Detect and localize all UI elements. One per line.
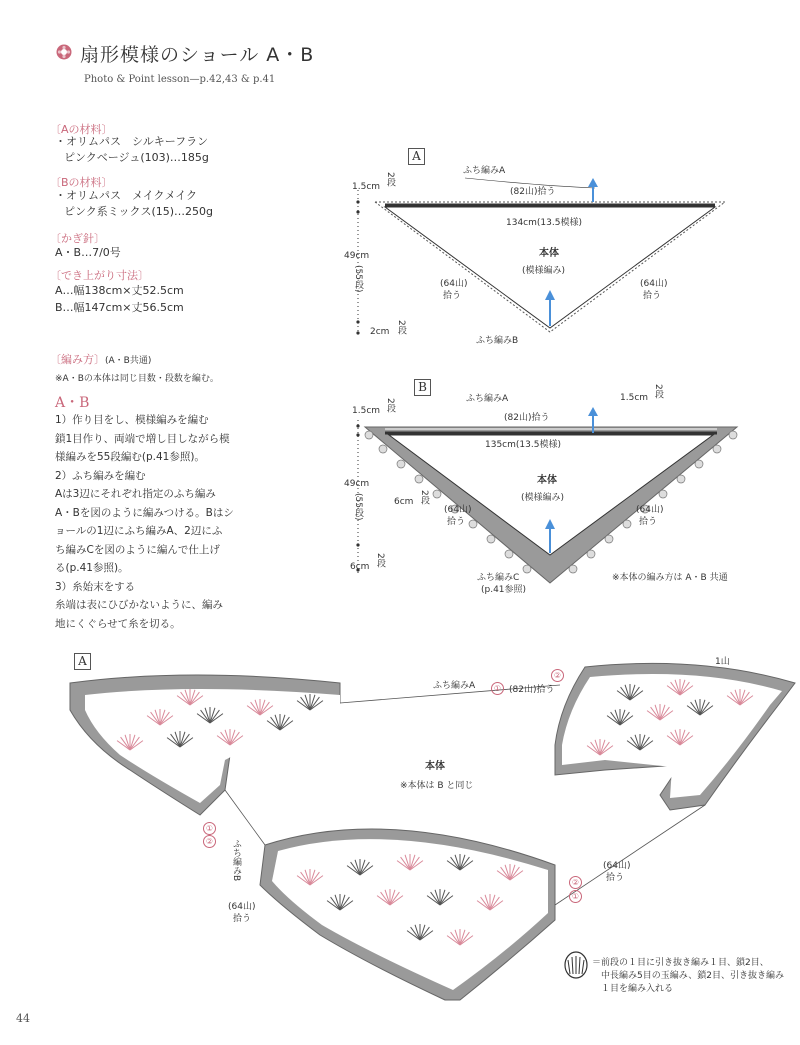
legend-line: ＝前段の１目に引き抜き編み１目、鎖2目、 — [592, 958, 769, 968]
chart-a-label: A — [74, 653, 91, 670]
b-side-rows: 6cm — [394, 497, 414, 507]
a-right-pick2: 拾う — [643, 291, 662, 301]
flower-icon — [56, 44, 72, 60]
b-right-rows: 1.5cm — [620, 393, 649, 403]
size-a: A…幅138cm×丈52.5cm — [55, 284, 184, 297]
needle-heading: 〔かぎ針〕 — [50, 232, 105, 245]
chart-left-pick: (64山) — [228, 902, 256, 912]
chart-body-note: ※本体は B と同じ — [400, 781, 474, 791]
b-top-rows-n: 2段 — [385, 398, 395, 413]
b-materials-heading: 〔Bの材料〕 — [50, 176, 113, 189]
left-step-1-marker: ① — [203, 822, 216, 835]
instruction-line: ち編みCを図のように編んで仕上げ — [55, 543, 220, 556]
a-body-sub: (模様編み) — [522, 266, 566, 276]
instruction-line: 1）作り目をし、模様編みを編む — [55, 414, 209, 426]
a-top-rows-n: 2段 — [385, 172, 395, 187]
b-edge-c: ふち編みC — [477, 573, 520, 583]
b-body: 本体 — [537, 475, 557, 486]
b-materials-line: ピンク系ミックス(15)…250g — [64, 205, 214, 218]
b-materials-line: ・オリムパス メイクメイク — [55, 189, 198, 202]
a-height: 49cm — [344, 251, 370, 261]
instruction-line: ョールの1辺にふち編みA、2辺にふ — [55, 525, 223, 537]
instruction-line: 糸端は表にひびかないように、編み — [55, 599, 223, 611]
page-number: 44 — [16, 1012, 30, 1025]
b-right-pick: (64山) — [636, 505, 664, 515]
instruction-line: 2）ふち編みを編む — [55, 469, 146, 482]
chart-edge-a: ふち編みA — [433, 681, 476, 691]
chart-right-pick: (64山) — [603, 861, 631, 871]
b-top-rows: 1.5cm — [352, 406, 381, 416]
a-bottom-rows: 2cm — [370, 327, 390, 337]
page-subtitle: Photo & Point lesson—p.42,43 & p.41 — [84, 74, 276, 85]
page-title: 扇形模様のショール A・B — [80, 44, 315, 66]
chart-edge-b: ふち編みB — [231, 839, 241, 882]
chart-one-peak: 1山 — [715, 657, 730, 667]
step-1-marker: ① — [491, 682, 504, 695]
b-right-pick2: 拾う — [639, 517, 658, 527]
b-left-pick2: 拾う — [447, 517, 466, 527]
method-instructions — [55, 411, 234, 633]
chart-right-pick2: 拾う — [606, 873, 625, 883]
diagram-b-label: B — [414, 379, 431, 396]
a-materials-line: ・オリムパス シルキーフラン — [55, 135, 209, 148]
b-side-rows-n: 2段 — [419, 490, 429, 505]
method-heading — [50, 351, 151, 367]
step-2-marker: ② — [551, 669, 564, 682]
method-heading-text: 〔編み方〕 — [50, 353, 105, 366]
a-bottom-rows-n: 2段 — [396, 320, 406, 335]
b-body-sub: (模様編み) — [521, 493, 565, 503]
legend-line: １目を編み入れる — [601, 984, 674, 994]
a-width: 134cm(13.5模様) — [506, 218, 582, 228]
b-left-pick: (64山) — [444, 505, 472, 515]
a-body: 本体 — [539, 248, 559, 259]
chart-left-pick2: 拾う — [233, 914, 252, 924]
a-materials-heading: 〔Aの材料〕 — [50, 123, 113, 136]
legend-line: 中長編み5目の玉編み、鎖2目、引き抜き編み — [601, 971, 784, 981]
chart-top-pick: (82山)拾う — [509, 685, 555, 695]
instruction-line: Aは3辺にそれぞれ指定のふち編み — [55, 488, 216, 500]
b-right-rows-n: 2段 — [653, 384, 663, 399]
size-heading: 〔でき上がり寸法〕 — [50, 269, 149, 282]
right-step-1-marker: ① — [569, 890, 582, 903]
b-height-rows: (55段) — [353, 493, 363, 521]
a-top-rows: 1.5cm — [352, 182, 381, 192]
bobble-stitch-icon — [563, 950, 589, 980]
instruction-line: る(p.41参照)。 — [55, 562, 129, 574]
method-note: ※A・Bの本体は同じ目数・段数を編む。 — [55, 374, 219, 384]
a-edge-a: ふち編みA — [463, 166, 506, 176]
diagram-a-label: A — [408, 148, 425, 165]
instruction-line: A・Bを図のように編みつける。Bはシ — [55, 506, 234, 519]
a-height-rows: (55段) — [353, 265, 363, 293]
b-width: 135cm(13.5模様) — [485, 440, 561, 450]
b-height: 49cm — [344, 479, 370, 489]
b-note: ※本体の編み方は A・B 共通 — [612, 573, 728, 583]
instruction-line: 地にくぐらせて糸を切る。 — [55, 617, 181, 630]
method-ab-title: A・B — [55, 395, 90, 411]
instruction-line: 3）糸始末をする — [55, 580, 136, 593]
right-step-2-marker: ② — [569, 876, 582, 889]
b-bottom-rows: 6cm — [350, 562, 370, 572]
a-materials-line: ピンクベージュ(103)…185g — [64, 151, 209, 164]
b-edge-c-ref: (p.41参照) — [481, 585, 527, 595]
b-top-count: (82山)拾う — [504, 413, 550, 423]
b-bottom-rows-n: 2段 — [375, 553, 385, 568]
a-left-pick2: 拾う — [443, 291, 462, 301]
b-edge-a: ふち編みA — [466, 394, 509, 404]
instruction-line: 鎖1目作り、両端で増し目しながら模 — [55, 432, 230, 445]
instruction-line: 様編みを55段編む(p.41参照)。 — [55, 451, 205, 463]
method-heading-note: (A・B共通) — [105, 356, 152, 366]
a-right-pick: (64山) — [640, 279, 668, 289]
size-b: B…幅147cm×丈56.5cm — [55, 301, 184, 314]
a-edge-b: ふち編みB — [476, 336, 519, 346]
a-left-pick: (64山) — [440, 279, 468, 289]
needle-line: A・B…7/0号 — [55, 246, 121, 259]
a-top-count: (82山)拾う — [510, 187, 556, 197]
chart-body: 本体 — [425, 761, 445, 772]
left-step-2-marker: ② — [203, 835, 216, 848]
